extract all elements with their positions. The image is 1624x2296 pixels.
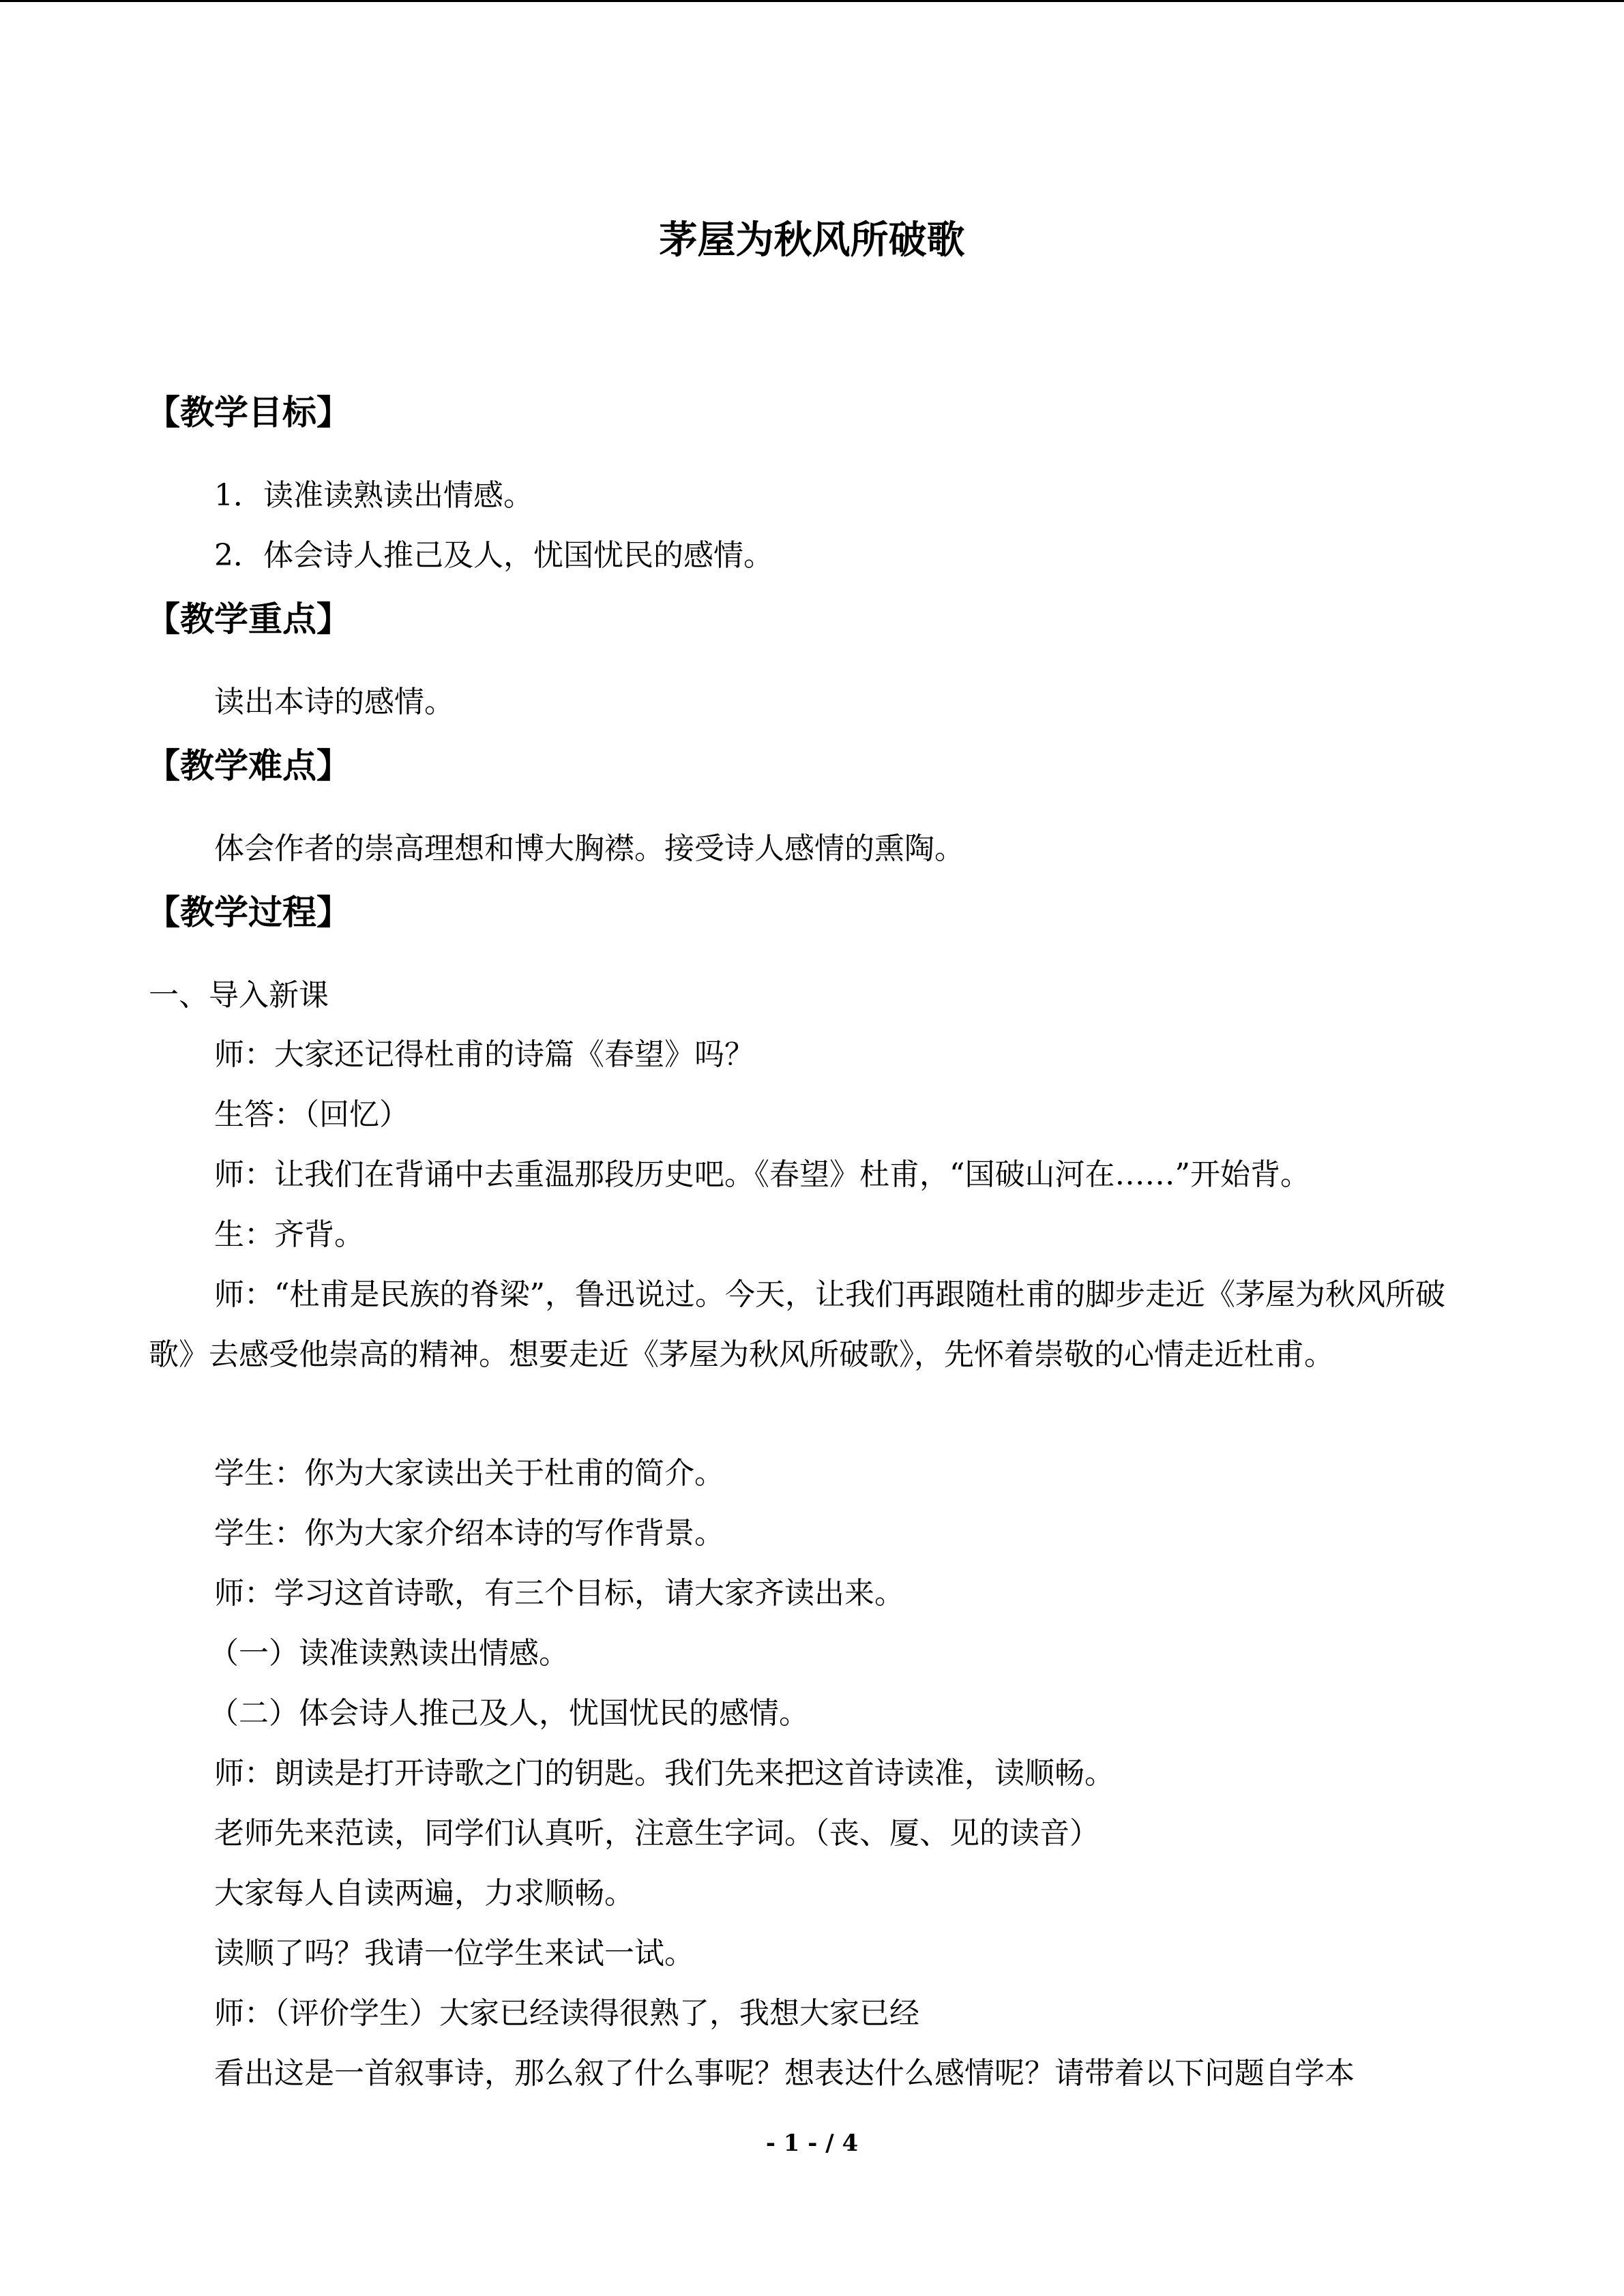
dialogue-line: 生答：（回忆）: [214, 1097, 409, 1132]
page-title: 茅屋为秋风所破歌: [659, 218, 965, 263]
dialogue-line: 大家每人自读两遍，力求顺畅。: [214, 1876, 634, 1911]
heading-difficulties: 【教学难点】: [146, 746, 351, 786]
goal-item-2: （二）体会诗人推己及人，忧国忧民的感情。: [209, 1696, 809, 1731]
objective-item-1: 1．读准读熟读出情感。: [214, 478, 533, 513]
dialogue-line: 师：大家还记得杜甫的诗篇《春望》吗？: [214, 1037, 754, 1072]
top-border-line: [0, 0, 1624, 2]
heading-objectives: 【教学目标】: [146, 393, 351, 432]
dialogue-line: 生：齐背。: [214, 1217, 364, 1252]
dialogue-line: 师：让我们在背诵中去重温那段历史吧。《春望》杜甫，“国破山河在……”开始背。: [214, 1157, 1310, 1192]
goal-item-1: （一）读准读熟读出情感。: [209, 1636, 569, 1671]
difficulties-text: 体会作者的崇高理想和博大胸襟。接受诗人感情的熏陶。: [214, 831, 964, 866]
heading-process: 【教学过程】: [146, 893, 351, 932]
dialogue-line: 学生：你为大家介绍本诗的写作背景。: [214, 1516, 724, 1551]
dialogue-line: 师：学习这首诗歌，有三个目标，请大家齐读出来。: [214, 1576, 904, 1611]
page-number: - 1 - / 4: [765, 2130, 859, 2157]
heading-key-points: 【教学重点】: [146, 599, 351, 639]
dialogue-line: 老师先来范读，同学们认真听，注意生字词。（丧、厦、见的读音）: [214, 1816, 1099, 1851]
dialogue-line: 师：（评价学生）大家已经读得很熟了，我想大家已经: [214, 1996, 919, 2031]
dialogue-line: 学生：你为大家读出关于杜甫的简介。: [214, 1456, 724, 1491]
dialogue-line: 师：朗读是打开诗歌之门的钥匙。我们先来把这首诗读准，读顺畅。: [214, 1756, 1114, 1791]
dialogue-line: 读顺了吗？我请一位学生来试一试。: [214, 1936, 694, 1971]
objective-item-2: 2．体会诗人推己及人，忧国忧民的感情。: [214, 538, 773, 573]
intro-paragraph: 师：“杜甫是民族的脊梁”，鲁迅说过。今天，让我们再跟随杜甫的脚步走近《茅屋为秋风所破歌》去感受他崇高的精神。想要走近《茅屋为秋风所破歌》，先怀着崇敬的心情走近杜甫。: [149, 1277, 1445, 1372]
key-points-text: 读出本诗的感情。: [214, 685, 454, 719]
dialogue-line: 看出这是一首叙事诗，那么叙了什么事呢？想表达什么感情呢？请带着以下问题自学本: [214, 2056, 1355, 2091]
process-subheading: 一、导入新课: [149, 978, 329, 1013]
